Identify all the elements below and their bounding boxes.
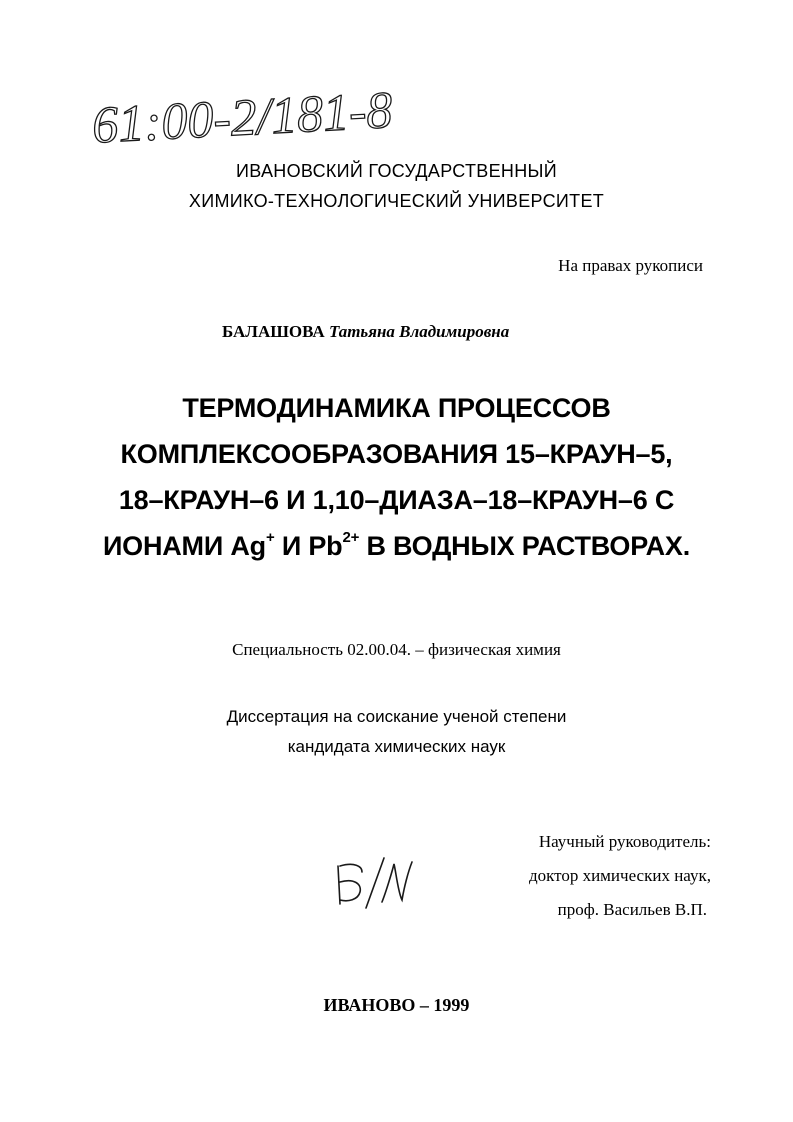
- title-line2: КОМПЛЕКСООБРАЗОВАНИЯ 15–КРАУН–5,: [120, 439, 673, 469]
- signature-drawing: [332, 852, 416, 912]
- silver-ion-charge: +: [265, 529, 275, 546]
- institution-name-line1: ИВАНОВСКИЙ ГОСУДАРСТВЕННЫЙ: [236, 161, 557, 181]
- supervisor-degree: доктор химических наук,: [528, 866, 711, 885]
- author-surname: БАЛАШОВА: [222, 322, 325, 341]
- dissertation-line1: Диссертация на соискание ученой степени: [226, 707, 567, 726]
- supervisor-name: проф. Васильев В.П.: [557, 900, 707, 919]
- institution-name-line2: ХИМИКО-ТЕХНОЛОГИЧЕСКИЙ УНИВЕРСИТЕТ: [188, 191, 605, 211]
- handwritten-archive-number-drawing: [88, 72, 428, 162]
- lead-ion-charge: 2+: [342, 529, 360, 546]
- title-line1: ТЕРМОДИНАМИКА ПРОЦЕССОВ: [182, 393, 611, 423]
- handwritten-archive-number: [88, 72, 428, 162]
- svg-text:61:00-2/181-8: 61:00-2/181-8: [90, 82, 394, 155]
- supervisor-label: Научный руководитель:: [538, 832, 711, 851]
- title-line3: 18–КРАУН–6 И 1,10–ДИАЗА–18–КРАУН–6 С: [118, 485, 675, 515]
- title-line4-part2: И Pb: [274, 531, 343, 561]
- author-name: [222, 322, 509, 342]
- title-line4: [0, 531, 793, 562]
- signature-mark: [332, 852, 416, 912]
- dissertation-line2: кандидата химических наук: [287, 737, 506, 756]
- city-year: ИВАНОВО – 1999: [323, 995, 470, 1015]
- author-given-names: Татьяна Владимировна: [328, 322, 510, 341]
- rights-note: На правах рукописи: [558, 256, 703, 275]
- title-line4-part3: В ВОДНЫХ РАСТВОРАХ.: [359, 531, 691, 561]
- title-line4-part1: ИОНАМИ Ag: [102, 531, 266, 561]
- specialty: Специальность 02.00.04. – физическая химия: [232, 640, 561, 659]
